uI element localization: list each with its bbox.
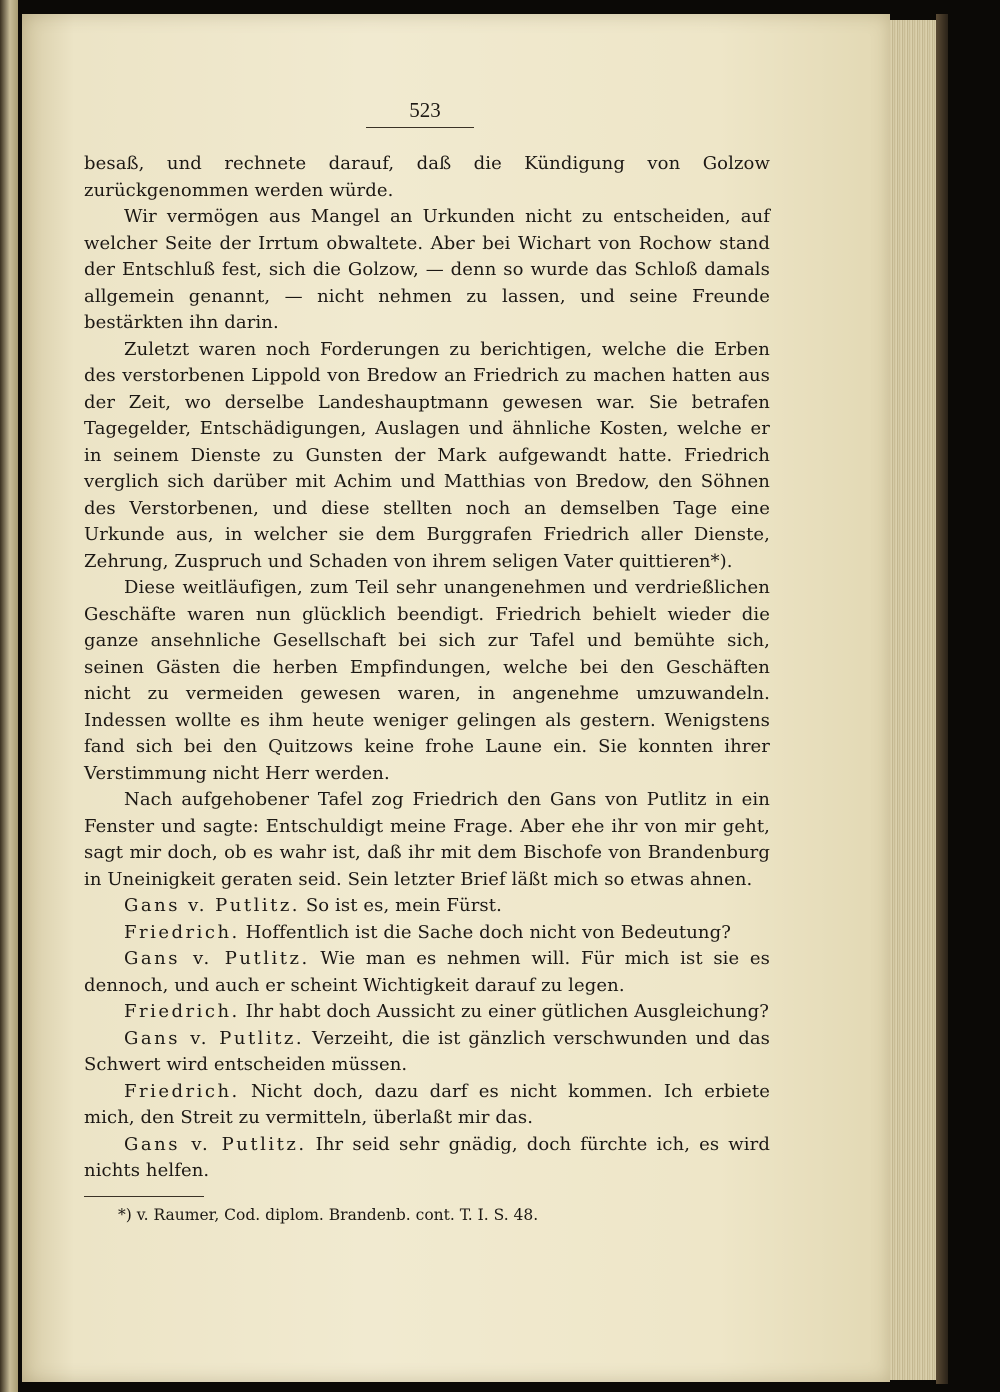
header-rule bbox=[366, 127, 474, 128]
dialogue-line bbox=[84, 1026, 770, 1079]
speaker-name: Friedrich. bbox=[124, 1080, 240, 1102]
speaker-name: Gans v. Putlitz. bbox=[124, 1133, 307, 1155]
paragraph: Nach aufgehobener Tafel zog Friedrich den Gans von Putlitz in ein Fenster und sagte: Entschuldigt meine Frage. Aber ehe ihr von mir geht, sagt mir doch, ob es wahr ist, daß ihr mit dem Bischofe von Brandenburg in Uneinigkeit geraten seid. Sein letzter Brief läßt mich so etwas ahnen. bbox=[84, 789, 770, 890]
body-text bbox=[84, 151, 770, 1185]
paragraph: Wir vermögen aus Mangel an Urkunden nicht zu entscheiden, auf welcher Seite der Irrtum obwaltete. Aber bei Wichart von Rochow stand der Entschluß fest, sich die Golzow, — denn so wurde das Schloß damals allgemein genannt, — nicht nehmen zu lassen, und seine Freunde bestärkten ihn darin. bbox=[84, 206, 770, 333]
paragraph: Zuletzt waren noch Forderungen zu berichtigen, welche die Erben des verstorbenen Lippold von Bredow an Friedrich zu machen hatten aus der Zeit, wo derselbe Landeshauptmann gewesen war. Sie betrafen Tagegelder, Entschädigungen, Auslagen und ähnliche Kosten, welche er in seinem Dienste zu Gunsten der Mark aufgewandt hatte. Friedrich verglich sich darüber mit Achim und Matthias von Bredow, den Söhnen des Verstorbenen, und diese stellten noch an demselben Tage eine Urkunde aus, in welcher sie dem Burggrafen Friedrich aller Dienste, Zehrung, Zuspruch und Schaden von ihrem seligen Vater quittieren*). bbox=[84, 338, 770, 572]
speaker-name: Friedrich. bbox=[124, 921, 240, 943]
speaker-name: Gans v. Putlitz. bbox=[124, 895, 301, 916]
speaker-name: Gans v. Putlitz. bbox=[124, 948, 310, 969]
footnote: *) v. Raumer, Cod. diplom. Brandenb. cont. T. I. S. 48. bbox=[118, 1206, 539, 1224]
dialogue-line bbox=[84, 946, 770, 999]
page-number: 523 bbox=[409, 98, 441, 122]
paragraph: besaß, und rechnete darauf, daß die Kündigung von Golzow zurückgenommen werden würde. bbox=[84, 153, 770, 201]
dialogue-line bbox=[84, 1132, 770, 1185]
book-cover-edge bbox=[936, 14, 948, 1384]
dialogue-line bbox=[84, 1079, 770, 1132]
speaker-name: Gans v. Putlitz. bbox=[124, 1027, 305, 1049]
speaker-name: Friedrich. bbox=[124, 1001, 240, 1022]
dialogue-text: Ihr habt doch Aussicht zu einer gütlichen Ausgleichung? bbox=[245, 1001, 769, 1022]
footnote-rule bbox=[84, 1196, 204, 1197]
dialogue-line bbox=[84, 920, 770, 947]
dialogue-text: Verzeiht, die ist gänzlich verschwunden und das Schwert wird entscheiden müssen. bbox=[84, 1027, 771, 1075]
left-page-edge bbox=[0, 0, 18, 1392]
paragraph: Diese weitläufigen, zum Teil sehr unangenehmen und verdrießlichen Geschäfte waren nun glücklich beendigt. Friedrich behielt wieder die ganze ansehnliche Gesellschaft bei sich zur Tafel und bemühte sich, seinen Gästen die herben Empfindungen, welche bei den Geschäften nicht zu vermeiden gewesen waren, in angenehme umzuwandeln. Indessen wollte es ihm heute weniger gelingen als gestern. Wenigstens fand sich bei den Quitzows keine frohe Laune ein. Sie konnten ihrer Verstimmung nicht Herr werden. bbox=[84, 577, 770, 784]
dialogue-line bbox=[84, 893, 770, 920]
dialogue-text: Nicht doch, dazu darf es nicht kommen. Ich erbiete mich, den Streit zu vermitteln, überlaßt mir das. bbox=[84, 1080, 770, 1128]
dialogue-line bbox=[84, 999, 770, 1026]
dialogue-text: Wie man es nehmen will. Für mich ist sie es dennoch, und auch er scheint Wichtigkeit darauf zu legen. bbox=[84, 948, 771, 996]
dialogue-text: Ihr seid sehr gnädig, doch fürchte ich, es wird nichts helfen. bbox=[84, 1133, 770, 1181]
dialogue-text: So ist es, mein Fürst. bbox=[305, 895, 502, 916]
dialogue-text: Hoffentlich ist die Sache doch nicht von Bedeutung? bbox=[245, 921, 731, 943]
